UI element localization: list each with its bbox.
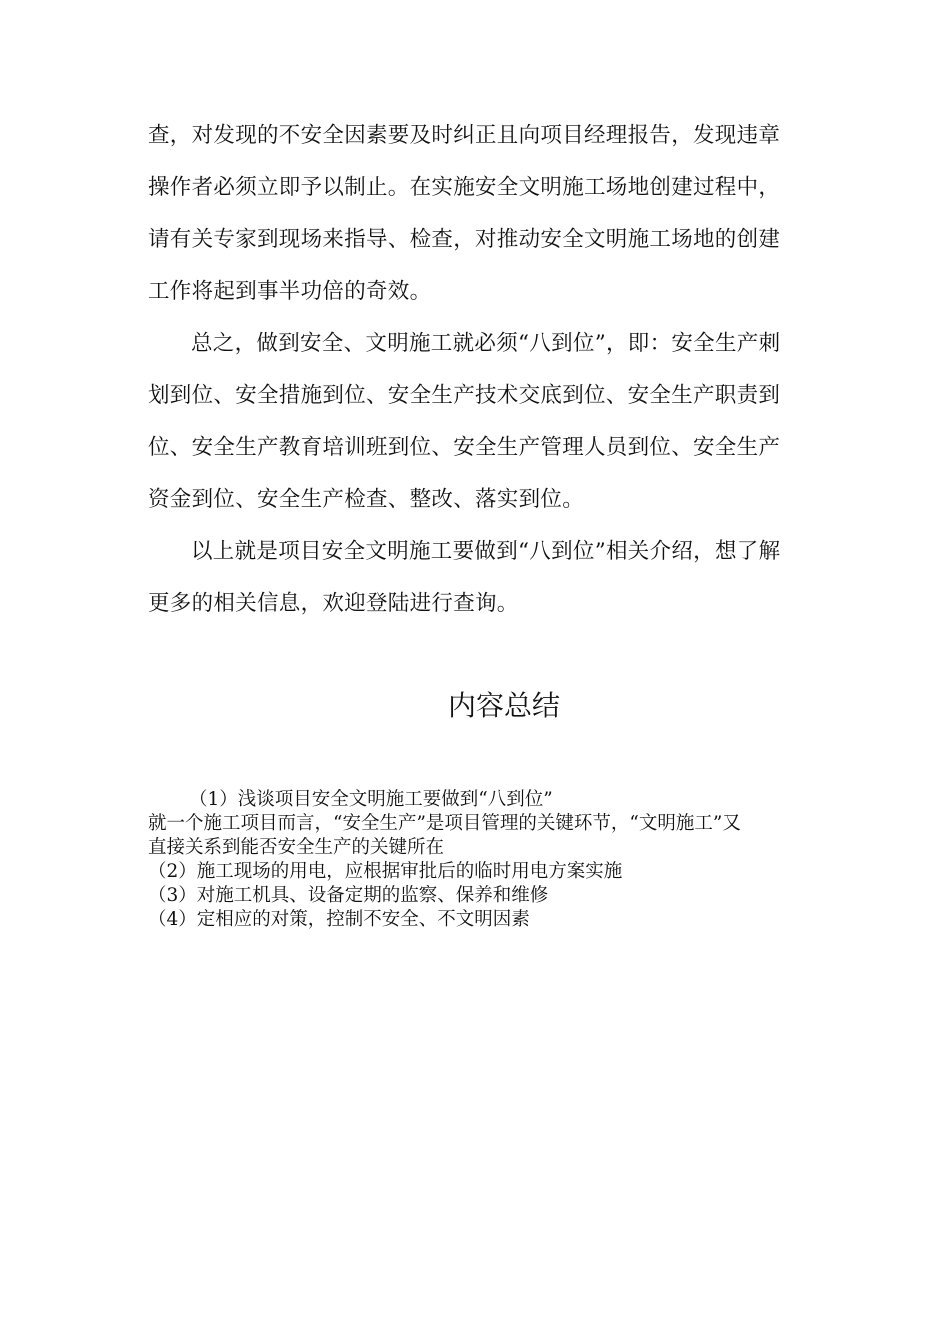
text-line: 资金到位、安全生产检查、整改、落实到位。 xyxy=(148,487,585,512)
text-line: 操作者必须立即予以制止。在实施安全文明施工场地创建过程中， xyxy=(148,175,781,200)
text-line: 位、安全生产教育培训班到位、安全生产管理人员到位、安全生产 xyxy=(148,435,781,460)
summary-item: （3）对施工机具、设备定期的监察、保养和维修 xyxy=(148,885,549,906)
summary-item: 就一个施工项目而言，“安全生产”是项目管理的关键环节，“文明施工”又 xyxy=(148,813,741,834)
summary-title: 内容总结 xyxy=(447,689,560,722)
text-line: 划到位、安全措施到位、安全生产技术交底到位、安全生产职责到 xyxy=(148,383,781,408)
summary-item: （1）浅谈项目安全文明施工要做到“八到位” xyxy=(189,789,553,810)
paragraph xyxy=(148,526,796,630)
summary-item: 直接关系到能否安全生产的关键所在 xyxy=(148,837,445,858)
body-text xyxy=(148,110,796,630)
text-line: 查，对发现的不安全因素要及时纠正且向项目经理报告，发现违章 xyxy=(148,123,781,148)
paragraph xyxy=(148,110,796,318)
summary-item: （4）定相应的对策，控制不安全、不文明因素 xyxy=(148,909,530,930)
text-line: 请有关专家到现场来指导、检查，对推动安全文明施工场地的创建 xyxy=(148,227,781,252)
text-line: 以上就是项目安全文明施工要做到“八到位”相关介绍，想了解 xyxy=(191,539,781,564)
text-line: 总之，做到安全、文明施工就必须“八到位”，即：安全生产刺 xyxy=(191,331,781,356)
text-line: 更多的相关信息，欢迎登陆进行查询。 xyxy=(148,591,519,616)
summary-item: （2）施工现场的用电，应根据审批后的临时用电方案实施 xyxy=(148,861,623,882)
paragraph xyxy=(148,318,796,526)
text-line: 工作将起到事半功倍的奇效。 xyxy=(148,279,432,304)
summary-list xyxy=(148,788,808,932)
